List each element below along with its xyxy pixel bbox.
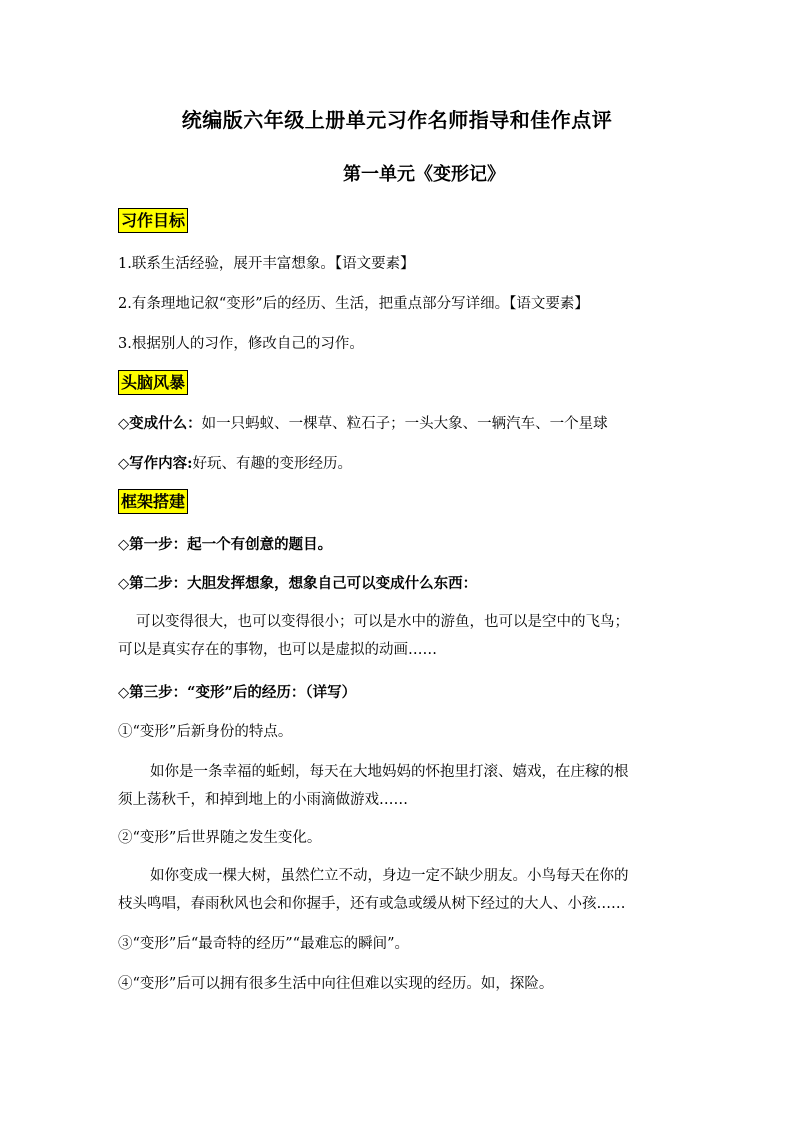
brainstorm-item-1 xyxy=(118,412,608,433)
point2-paragraph-line-2: 枝头鸣唱，春雨秋风也会和你握手，还有或急或缓从树下经过的大人、小孩…… xyxy=(118,896,626,912)
framework-step-2: ◇第二步：大胆发挥想象，想象自己可以变成什么东西： xyxy=(118,575,478,592)
brainstorm-item-2 xyxy=(118,452,352,473)
point2-paragraph-line-1: 如你变成一棵大树，虽然伫立不动，身边一定不缺少朋友。小鸟每天在你的 xyxy=(150,868,629,884)
point-1: ①“变形”后新身份的特点。 xyxy=(118,724,293,740)
brainstorm-label-1: ◇变成什么： xyxy=(118,415,202,432)
brainstorm-text-1: 如一只蚂蚁、一棵草、粒石子；一头大象、一辆汽车、一个星球 xyxy=(201,416,608,432)
goals-heading: 习作目标 xyxy=(118,208,188,233)
step2-paragraph-line-1: 可以变得很大，也可以变得很小；可以是水中的游鱼，也可以是空中的飞鸟； xyxy=(136,614,629,630)
document-title: 统编版六年级上册单元习作名师指导和佳作点评 xyxy=(181,108,613,132)
point-2: ②“变形”后世界随之发生变化。 xyxy=(118,830,322,846)
framework-heading: 框架搭建 xyxy=(118,489,188,514)
step2-paragraph-line-2: 可以是真实存在的事物，也可以是虚拟的动画…… xyxy=(118,642,437,658)
point1-paragraph-line-2: 须上荡秋千，和掉到地上的小雨滴做游戏…… xyxy=(118,792,408,808)
framework-step-3: ◇第三步：“变形”后的经历：（详写） xyxy=(118,684,357,701)
brainstorm-heading: 头脑风暴 xyxy=(118,370,188,395)
point-3: ③“变形”后“最奇特的经历”“最难忘的瞬间”。 xyxy=(118,936,409,952)
point-4: ④“变形”后可以拥有很多生活中向往但难以实现的经历。如，探险。 xyxy=(118,976,554,992)
goal-item-1: 1.联系生活经验，展开丰富想象。【语文要素】 xyxy=(118,256,415,272)
goal-item-2: 2.有条理地记叙“变形”后的经历、生活，把重点部分写详细。【语文要素】 xyxy=(118,296,589,312)
goal-item-3: 3.根据别人的习作，修改自己的习作。 xyxy=(118,336,364,352)
unit-subtitle: 第一单元《变形记》 xyxy=(343,164,505,185)
brainstorm-label-2: ◇写作内容: xyxy=(118,455,193,472)
point1-paragraph-line-1: 如你是一条幸福的蚯蚓，每天在大地妈妈的怀抱里打滚、嬉戏，在庄稼的根 xyxy=(150,764,629,780)
framework-step-1: ◇第一步：起一个有创意的题目。 xyxy=(118,536,333,553)
brainstorm-text-2: 好玩、有趣的变形经历。 xyxy=(192,456,353,472)
